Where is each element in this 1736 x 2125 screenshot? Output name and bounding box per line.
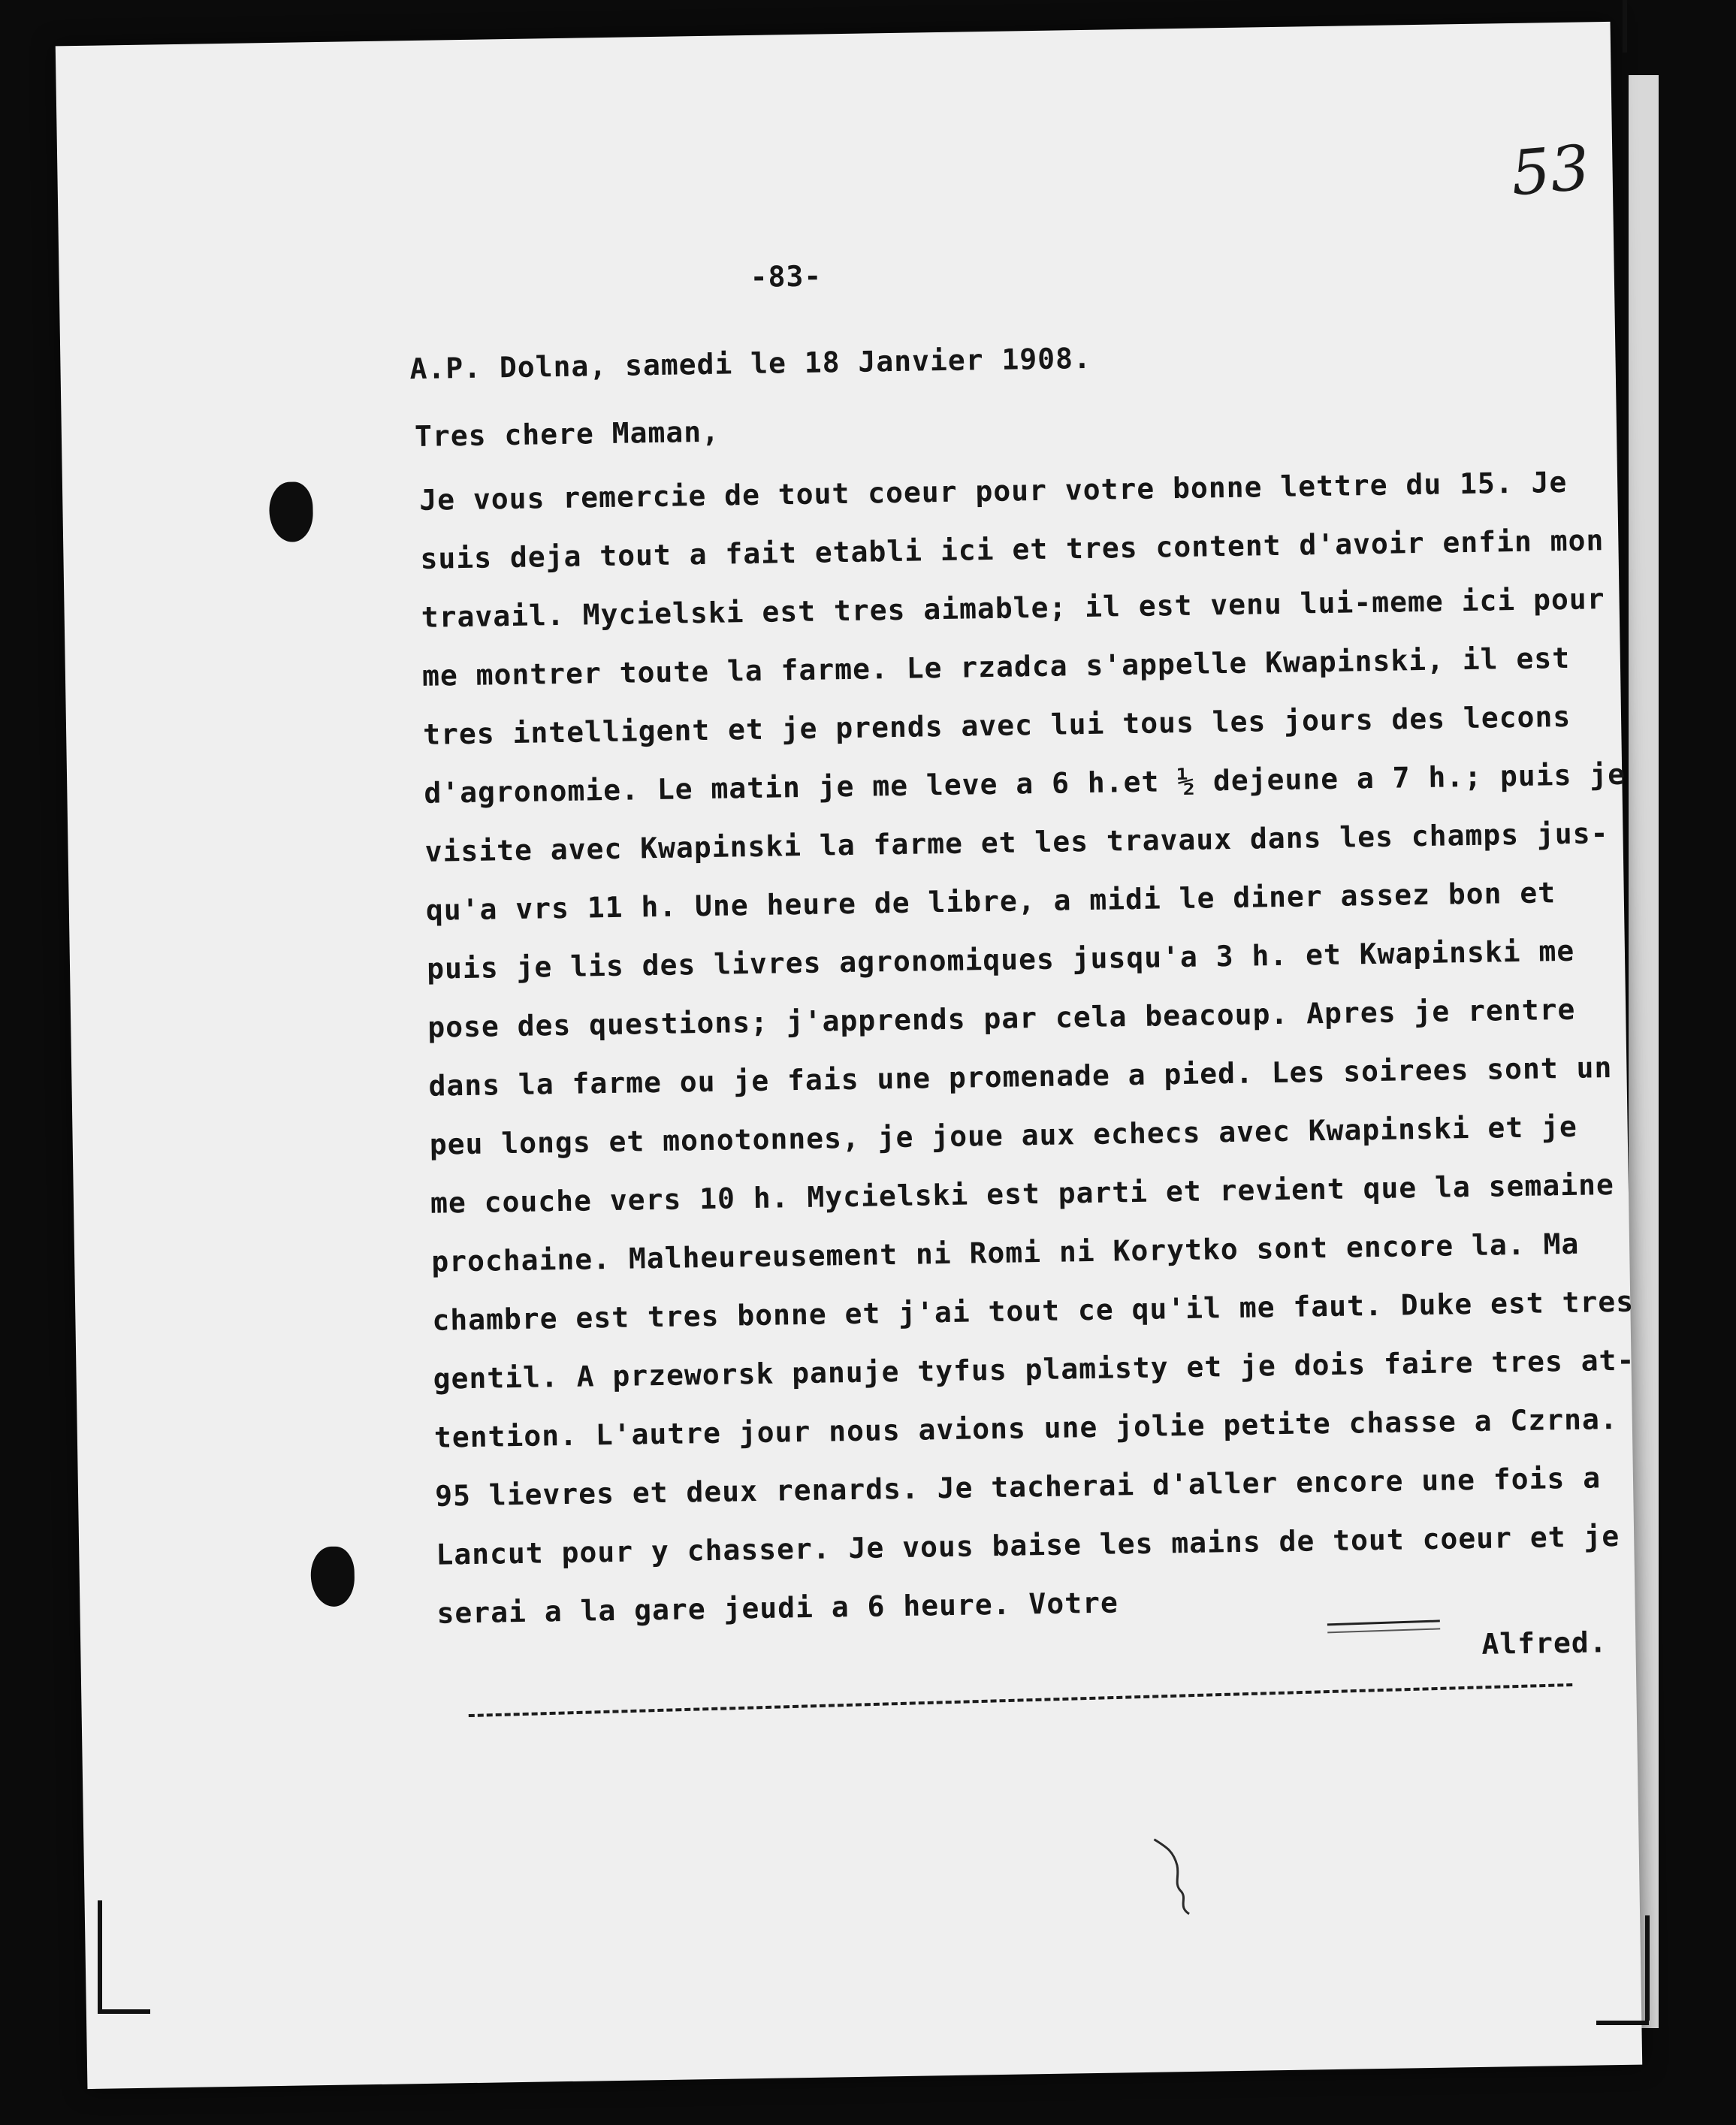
corner-mark (98, 2009, 150, 2014)
body-line: chambre est tres bonne et j'ai tout ce qu'il me faut. Duke est tres (432, 1284, 1635, 1337)
body-line: qu'a vrs 11 h. Une heure de libre, a midi le diner assez bon et (425, 876, 1556, 927)
body-line: d'agronomie. Le matin je me leve a 6 h.et ½ dejeune a 7 h.; puis je (424, 757, 1626, 810)
body-line: tention. L'autre jour nous avions une jolie petite chasse a Czrna. (433, 1402, 1619, 1454)
body-line: prochaine. Malheureusement ni Romi ni Korytko sont encore la. Ma (430, 1227, 1580, 1278)
typewritten-letter-sheet (56, 22, 1642, 2089)
body-line: pose des questions; j'apprends par cela beacoup. Apres je rentre (427, 992, 1576, 1044)
body-line: serai a la gare jeudi a 6 heure. Votre (436, 1586, 1119, 1630)
corner-mark (1596, 2021, 1649, 2025)
body-line: tres intelligent et je prends avec lui tous les jours des lecons (422, 699, 1571, 751)
body-line: visite avec Kwapinski la farme et les travaux dans les champs jus- (424, 816, 1609, 868)
corner-mark (1623, 0, 1627, 53)
body-line: suis deja tout a fait etabli ici et tres content d'avoir enfin mon (420, 524, 1605, 575)
signature-closing: Alfred. (1481, 1625, 1608, 1661)
pencil-squiggle-mark (1150, 1835, 1212, 1918)
handwritten-archive-number: 53 (1508, 131, 1593, 210)
body-line: me couche vers 10 h. Mycielski est parti et revient que la semaine (430, 1168, 1615, 1220)
corner-mark (98, 1900, 102, 2013)
punch-hole-bottom (310, 1546, 355, 1607)
body-line: travail. Mycielski est tres aimable; il est venu lui-meme ici pour (421, 582, 1605, 634)
body-line: gentil. A przeworsk panuje tyfus plamisty et je dois faire tres at- (433, 1343, 1635, 1396)
body-line: Lancut pour y chasser. Je vous baise les mains de tout coeur et je (436, 1519, 1620, 1571)
body-line: me montrer toute la farme. Le rzadca s'appelle Kwapinski, il est (421, 641, 1571, 693)
body-line: dans la farme ou je fais une promenade a pied. Les soirees sont un (428, 1051, 1613, 1103)
body-line: Je vous remercie de tout coeur pour votre bonne lettre du 15. Je (418, 465, 1568, 517)
body-line: puis je lis des livres agronomiques jusqu'a 3 h. et Kwapinski me (426, 934, 1575, 986)
signature-flourish-mark (1327, 1619, 1440, 1633)
body-line: 95 lievres et deux renards. Je tacherai d'aller encore une fois a (434, 1461, 1602, 1513)
punch-hole-top (269, 481, 313, 542)
body-line: peu longs et monotonnes, je joue aux echecs avec Kwapinski et je (429, 1109, 1578, 1161)
page-number: -83- (750, 259, 823, 294)
dashed-separator-line (469, 1683, 1573, 1717)
corner-mark (1645, 1915, 1650, 2021)
salutation: Tres chere Maman, (414, 415, 720, 453)
dateline: A.P. Dolna, samedi le 18 Janvier 1908. (409, 341, 1092, 386)
